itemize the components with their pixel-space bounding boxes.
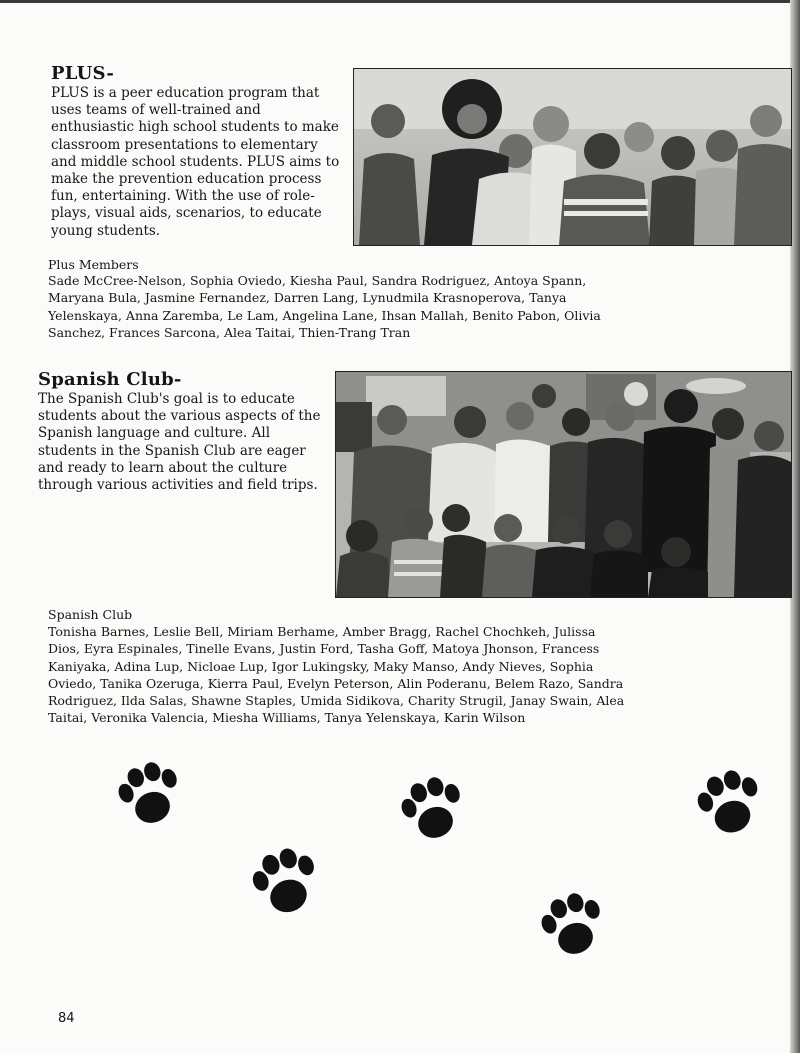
plus-heading: PLUS- xyxy=(51,63,115,84)
spanish-club-description: The Spanish Club's goal is to educate students about the various aspects of the Spanish language and culture. All students in the Spanish Club are eager and ready to learn about the culture through various activities and field trips. xyxy=(38,391,321,494)
plus-description: PLUS is a peer education program that uses teams of well-trained and enthusiastic high school students to make classroom presentations to elementary and middle school students. PLUS aims to make the prevention education process fun, entertaining. With the use of role-plays, visual aids, scenarios, to educate young students. xyxy=(51,85,340,239)
paw-print-icon xyxy=(395,772,477,852)
spanish-club-members-list: Tonisha Barnes, Leslie Bell, Miriam Berhame, Amber Bragg, Rachel Chochkeh, Julissa Dios, Eyra Espinales, Tinelle Evans, Justin Ford, Tasha Goff, Matoya Jhonson, Francess Kaniyaka, Adina Lup, Nicloae Lup, Igor Lukingsky, Maky Manso, Andy Nieves, Sophia Oviedo, Tanika Ozeruga, Kierra Paul, Evelyn Peterson, Alin Poderanu, Belem Razo, Sandra Rodriguez, Ilda Salas, Shawne Staples, Umida Sidikova, Charity Strugil, Janay Swain, Alea Taitai, Veronika Valencia, Miesha Williams, Tanya Yelenskaya, Karin Wilson xyxy=(48,624,625,726)
paw-print-icon xyxy=(536,882,616,974)
plus-members-title: Plus Members xyxy=(48,257,139,272)
paw-print-icon xyxy=(692,764,774,848)
paw-print-icon xyxy=(247,842,331,928)
page-top-border xyxy=(0,0,800,3)
page-number: 84 xyxy=(58,1011,75,1026)
plus-members-list: Sade McCree-Nelson, Sophia Oviedo, Kiesha Paul, Sandra Rodriguez, Antoya Spann, Maryana Bula, Jasmine Fernandez, Darren Lang, Lynudmila Krasnoperova, Tanya Yelenskaya, Anna Zaremba, Le Lam, Angelina Lane, Ihsan Mallah, Benito Pabon, Olivia Sanchez, Frances Sarcona, Alea Taitai, Thien-Trang Tran xyxy=(48,273,601,340)
plus-group-photo xyxy=(353,68,792,246)
paw-print-icon xyxy=(112,757,194,837)
spanish-club-members-title: Spanish Club xyxy=(48,607,133,622)
spanish-club-heading: Spanish Club- xyxy=(38,369,182,390)
spanish-club-group-photo xyxy=(335,371,792,598)
